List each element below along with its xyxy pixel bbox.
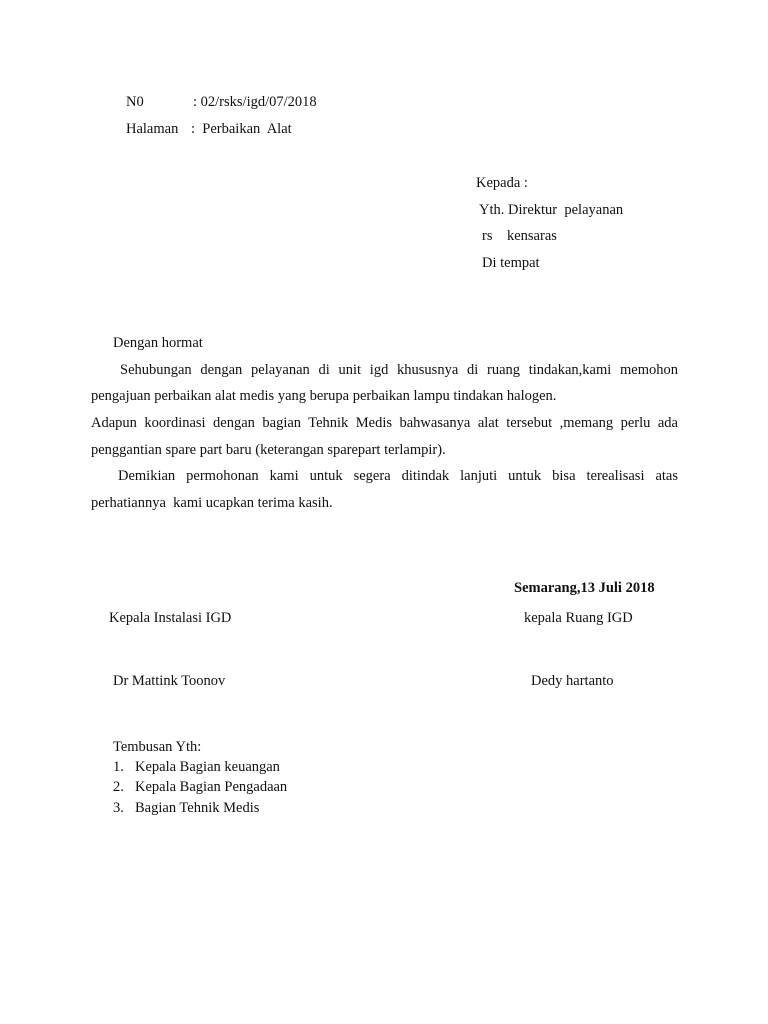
- cc-item-2-text: Kepala Bagian Pengadaan: [135, 779, 288, 795]
- paragraph-3-line-1: Demikian permohonan kami untuk segera ditindak lanjuti untuk bisa terealisasi atas: [118, 468, 678, 484]
- recipient-line-3: rs kensaras: [482, 228, 557, 244]
- subject-label: Halaman: [126, 121, 179, 137]
- paragraph-1-line-2: pengajuan perbaikan alat medis yang berupa perbaikan lampu tindakan halogen.: [91, 388, 557, 404]
- left-signatory-name: Dr Mattink Toonov: [113, 673, 226, 689]
- subject-value: : Perbaikan Alat: [191, 121, 292, 137]
- cc-item-3-text: Bagian Tehnik Medis: [135, 800, 260, 816]
- paragraph-2-line-2: penggantian spare part baru (keterangan sparepart terlampir).: [91, 442, 446, 458]
- paragraph-3-line-2: perhatiannya kami ucapkan terima kasih.: [91, 495, 333, 511]
- cc-item-1-number: 1.: [113, 759, 124, 775]
- recipient-line-1: Kepada :: [476, 175, 528, 191]
- place-date: Semarang,13 Juli 2018: [514, 580, 655, 596]
- cc-item-2-number: 2.: [113, 779, 124, 795]
- left-signatory-title: Kepala Instalasi IGD: [109, 610, 232, 626]
- cc-item-3-number: 3.: [113, 800, 124, 816]
- letter-number-value: : 02/rsks/igd/07/2018: [193, 94, 317, 110]
- right-signatory-name: Dedy hartanto: [531, 673, 614, 689]
- cc-item-1-text: Kepala Bagian keuangan: [135, 759, 280, 775]
- paragraph-1-line-1: Sehubungan dengan pelayanan di unit igd khususnya di ruang tindakan,kami memohon: [120, 362, 678, 378]
- right-signatory-title: kepala Ruang IGD: [524, 610, 633, 626]
- greeting: Dengan hormat: [113, 335, 203, 351]
- recipient-line-4: Di tempat: [482, 255, 540, 271]
- paragraph-2-line-1: Adapun koordinasi dengan bagian Tehnik Medis bahwasanya alat tersebut ,memang perlu ada: [91, 415, 678, 431]
- letter-number-label: N0: [126, 94, 144, 110]
- cc-heading: Tembusan Yth:: [113, 739, 202, 755]
- recipient-line-2: Yth. Direktur pelayanan: [479, 202, 624, 218]
